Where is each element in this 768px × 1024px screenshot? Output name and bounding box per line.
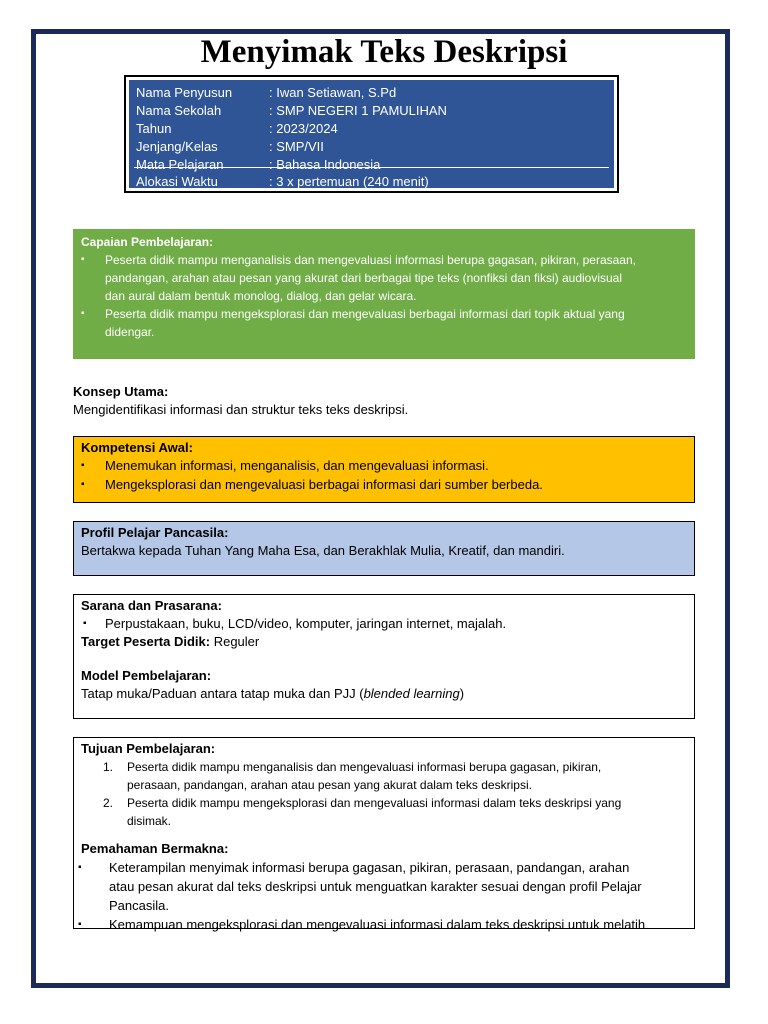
pemahaman-heading: Pemahaman Bermakna: bbox=[81, 841, 229, 856]
info-table-body bbox=[129, 80, 614, 188]
sarana-heading: Sarana dan Prasarana: bbox=[81, 598, 222, 613]
capaian-item-2 bbox=[81, 305, 687, 341]
pemahaman-item-2 bbox=[78, 915, 687, 934]
konsep-section bbox=[73, 383, 695, 419]
text-line: Peserta didik mampu menganalisis dan mengevaluasi informasi berupa gagasan, pikiran, perasaan, bbox=[105, 253, 636, 267]
info-row-tahun bbox=[136, 120, 611, 138]
capaian-item-1 bbox=[81, 251, 687, 305]
bullet-icon: ▪ bbox=[78, 919, 82, 930]
text-line: dan aural dalam bentuk monolog, dialog, dan gelar wicara. bbox=[105, 289, 417, 303]
info-label: Tahun bbox=[136, 121, 172, 136]
text-line: disimak. bbox=[127, 814, 172, 828]
text-line: Menemukan informasi, menganalisis, dan mengevaluasi informasi. bbox=[105, 458, 489, 473]
profil-text: Bertakwa kepada Tuhan Yang Maha Esa, dan Berakhlak Mulia, Kreatif, dan mandiri. bbox=[81, 543, 565, 558]
text-line: didengar. bbox=[105, 325, 155, 339]
capaian-heading: Capaian Pembelajaran: bbox=[81, 235, 214, 249]
info-label: Nama Penyusun bbox=[136, 85, 233, 100]
pemahaman-item-1 bbox=[78, 858, 687, 915]
text-line: atau pesan akurat dal teks deskripsi untuk menguatkan karakter sesuai dengan profil Pelajar bbox=[109, 879, 642, 894]
text-line: Pancasila. bbox=[109, 898, 169, 913]
text-line: Peserta didik mampu mengeksplorasi dan mengevaluasi informasi dalam teks deskripsi yang bbox=[127, 796, 622, 810]
info-row-jenjang bbox=[136, 138, 611, 156]
info-table bbox=[124, 75, 619, 193]
info-row-mapel bbox=[136, 156, 611, 174]
target-value: Reguler bbox=[210, 634, 260, 649]
pemahaman-list bbox=[78, 858, 687, 934]
tujuan-box bbox=[73, 737, 695, 932]
text-line: perasaan, pandangan, arahan atau pesan yang akurat dalam teks deskripsi. bbox=[127, 778, 532, 792]
model-text bbox=[81, 685, 687, 703]
tujuan-item-1 bbox=[81, 758, 687, 794]
sarana-box bbox=[73, 594, 695, 719]
info-label: Alokasi Waktu bbox=[136, 174, 218, 189]
info-divider bbox=[134, 167, 609, 168]
page-title: Menyimak Teks Deskripsi bbox=[200, 34, 568, 70]
bullet-icon: ▪ bbox=[83, 618, 87, 629]
bullet-icon: ▪ bbox=[81, 460, 85, 471]
kompetensi-heading: Kompetensi Awal: bbox=[81, 440, 193, 455]
text-line: Peserta didik mampu mengeksplorasi dan mengevaluasi berbagai informasi dari topik aktual yang bbox=[105, 307, 625, 321]
profil-heading: Profil Pelajar Pancasila: bbox=[81, 525, 229, 540]
profil-box bbox=[73, 521, 695, 576]
model-heading: Model Pembelajaran: bbox=[81, 668, 212, 683]
capaian-box bbox=[73, 229, 695, 359]
info-value: : 2023/2024 bbox=[269, 121, 338, 136]
info-label: Jenjang/Kelas bbox=[136, 139, 218, 154]
text-line: Peserta didik mampu menganalisis dan mengevaluasi informasi berupa gagasan, pikiran, bbox=[127, 760, 602, 774]
bullet-icon: ▪ bbox=[81, 308, 85, 319]
info-value: : Bahasa Indonesia bbox=[269, 157, 381, 172]
model-text-italic: blended learning bbox=[363, 686, 460, 701]
info-row-sekolah bbox=[136, 102, 611, 120]
bullet-icon: ▪ bbox=[81, 479, 85, 490]
info-label: Nama Sekolah bbox=[136, 103, 222, 118]
kompetensi-item-1 bbox=[81, 457, 687, 475]
info-value: : Iwan Setiawan, S.Pd bbox=[269, 85, 397, 100]
info-row-penyusun bbox=[136, 84, 611, 102]
tujuan-heading: Tujuan Pembelajaran: bbox=[81, 741, 216, 756]
text-line: Keterampilan menyimak informasi berupa gagasan, pikiran, perasaan, pandangan, arahan bbox=[109, 860, 630, 875]
model-text-main: Tatap muka/Paduan antara tatap muka dan PJJ ( bbox=[81, 686, 364, 701]
item-number: 2. bbox=[103, 796, 114, 810]
konsep-text: Mengidentifikasi informasi dan struktur teks teks deskripsi. bbox=[73, 402, 409, 417]
text-line: Mengeksplorasi dan mengevaluasi berbagai informasi dari sumber berbeda. bbox=[105, 477, 543, 492]
text-line: pandangan, arahan atau pesan yang akurat dari berbagai tipe teks (nonfiksi dan fiksi) audiovisual bbox=[105, 271, 623, 285]
target-label: Target Peserta Didik: bbox=[81, 634, 211, 649]
info-value: : SMP/VII bbox=[269, 139, 324, 154]
text-line: Kemampuan mengeksplorasi dan mengevaluasi informasi dalam teks deskripsi untuk melatih bbox=[109, 917, 646, 932]
sarana-item bbox=[81, 615, 687, 633]
item-number: 1. bbox=[103, 760, 114, 774]
kompetensi-item-2 bbox=[81, 476, 687, 494]
info-value: : 3 x pertemuan (240 menit) bbox=[269, 174, 429, 189]
info-row-alokasi bbox=[136, 173, 611, 191]
info-value: : SMP NEGERI 1 PAMULIHAN bbox=[269, 103, 447, 118]
konsep-heading: Konsep Utama: bbox=[73, 384, 169, 399]
model-text-close: ) bbox=[459, 686, 465, 701]
tujuan-item-2 bbox=[81, 794, 687, 830]
info-label: Mata Pelajaran bbox=[136, 157, 224, 172]
target-line bbox=[81, 633, 687, 651]
bullet-icon: ▪ bbox=[78, 862, 82, 873]
bullet-icon: ▪ bbox=[81, 254, 85, 265]
text-line: Perpustakaan, buku, LCD/video, komputer, jaringan internet, majalah. bbox=[105, 616, 507, 631]
kompetensi-box bbox=[73, 436, 695, 503]
